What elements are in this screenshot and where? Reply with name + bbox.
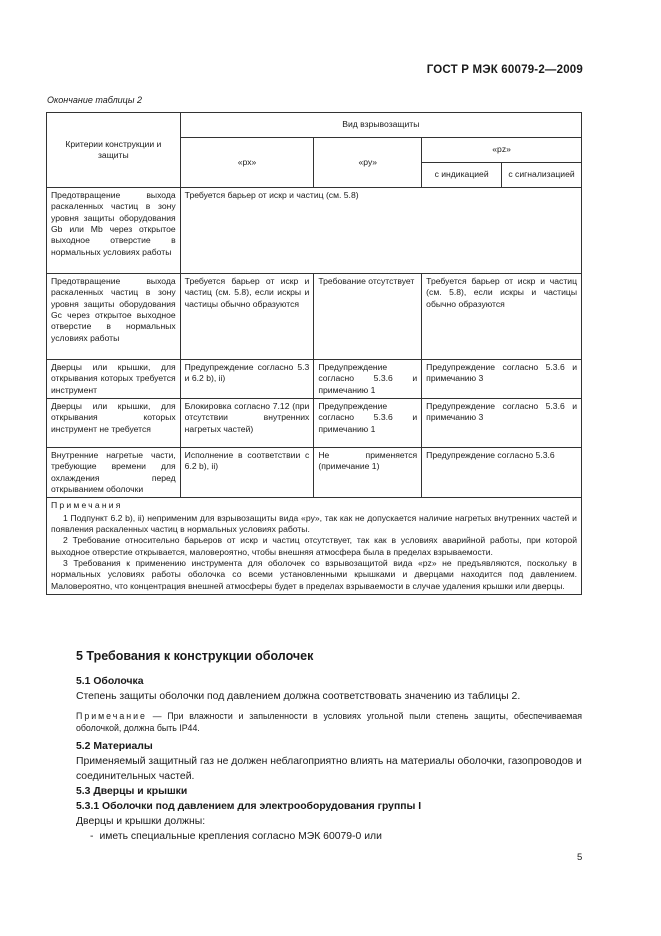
value-cell: Исполнение в соответствии с 6.2 b), ii)	[180, 448, 314, 498]
pz-header: «pz»	[422, 138, 582, 163]
px-header: «px»	[180, 138, 314, 188]
value-cell: Предупреждение согласно 5.3.6 и примечанию 1	[314, 360, 422, 399]
subsection-title: 5.3 Дверцы и крышки	[76, 786, 188, 798]
subsection-title: 5.2 Материалы	[76, 740, 153, 752]
table-row	[47, 448, 582, 498]
value-cell: Требуется барьер от искр и частиц (см. 5.8), если искры и частицы обычно образуются	[180, 274, 314, 360]
py-header: «py»	[314, 138, 422, 188]
list-item-text: иметь специальные крепления согласно МЭК 60079-0 или	[99, 831, 382, 843]
subsection-title: 5.3.1 Оболочки под давлением для электрооборудования группы I	[76, 801, 422, 813]
page-number: 5	[577, 852, 583, 863]
value-cell: Не применяется (примечание 1)	[314, 448, 422, 498]
paragraph: Применяемый защитный газ не должен неблагоприятно влиять на материалы оболочки, газопроводов и соединительных частей.	[76, 755, 582, 782]
note-label: Примечание	[76, 711, 147, 722]
bullet-dash: -	[90, 831, 94, 843]
value-cell: Предупреждение согласно 5.3.6 и примечанию 3	[422, 399, 582, 448]
section-body	[76, 674, 582, 844]
section-title: 5 Требования к конструкции оболочек	[76, 649, 314, 663]
note-paragraph	[76, 710, 582, 735]
criterion-cell: Дверцы или крышки, для открывания которых требуется инструмент	[47, 360, 181, 399]
requirements-table	[46, 112, 582, 595]
table-row	[47, 188, 582, 274]
table-notes	[47, 498, 582, 595]
pz-signal-header: с сигнализацией	[502, 163, 582, 188]
pz-indication-header: с индикацией	[422, 163, 502, 188]
note-item: 1 Подпункт 6.2 b), ii) неприменим для взрывозащиты вида «py», так как не допускается наличие нагретых внутренних частей и появления раскаленных частиц в нормальных условиях работы.	[51, 512, 577, 535]
list-item	[76, 829, 582, 844]
value-cell: Требуется барьер от искр и частиц (см. 5.8), если искры и частицы обычно образуются	[422, 274, 582, 360]
criterion-cell: Внутренние нагретые части, требующие времени для охлаждения перед открыванием оболочки	[47, 448, 181, 498]
notes-title: Примечания	[51, 500, 123, 511]
value-cell: Предупреждение согласно 5.3 и 6.2 b), ii)	[180, 360, 314, 399]
criteria-header: Критерии конструкции и защиты	[47, 113, 181, 188]
value-cell: Требуется барьер от искр и частиц (см. 5.8)	[180, 188, 581, 274]
table-row	[47, 274, 582, 360]
criterion-cell: Предотвращение выхода раскаленных частиц в зону уровня защиты оборудования Gb или Mb через открытое выходное отверстие в нормальных условиях работы	[47, 188, 181, 274]
value-cell: Предупреждение согласно 5.3.6 и примечанию 3	[422, 360, 582, 399]
paragraph: Дверцы и крышки должны:	[76, 816, 206, 828]
note-item: 2 Требование относительно барьеров от искр и частиц отсутствует, так как в условиях аварийной работы, при которой выходное отверстие открывается, маловероятно, чтобы внешняя атмосфера была в пределах взрываемости.	[51, 535, 577, 557]
subsection-title: 5.1 Оболочка	[76, 676, 144, 687]
table-row	[47, 399, 582, 448]
table-notes-row	[47, 498, 582, 595]
document-code: ГОСТ Р МЭК 60079-2—2009	[426, 64, 583, 76]
table-row	[47, 360, 582, 399]
paragraph: Степень защиты оболочки под давлением должна соответствовать значению из таблицы 2.	[76, 691, 521, 703]
value-cell: Предупреждение согласно 5.3.6 и примечанию 1	[314, 399, 422, 448]
protection-type-header: Вид взрывозащиты	[180, 113, 581, 138]
value-cell: Требование отсутствует	[314, 274, 422, 360]
table-caption: Окончание таблицы 2	[47, 95, 142, 105]
criterion-cell: Предотвращение выхода раскаленных частиц в зону уровня защиты оборудования Gc через открытое выходное отверстие в нормальных условиях работы	[47, 274, 181, 360]
value-cell: Блокировка согласно 7.12 (при отсутствии внутренних нагретых частей)	[180, 399, 314, 448]
value-cell: Предупреждение согласно 5.3.6	[422, 448, 582, 498]
note-item: 3 Требования к применению инструмента для оболочек со взрывозащитой вида «pz» не предъявляются, поскольку в нормальных условиях работы оболочка со всеми установленными крышками и дверцами находится под давлением. Маловероятно, что концентрация внешней атмосферы будет в пределах взрываемости в случае удаления крышки или дверцы.	[51, 558, 577, 591]
table-header-row	[47, 113, 582, 138]
note-text: — При влажности и запыленности в условиях угольной пыли степень защиты, обеспечиваемая оболочкой, должна быть IP44.	[76, 711, 582, 734]
criterion-cell: Дверцы или крышки, для открывания которых инструмент не требуется	[47, 399, 181, 448]
